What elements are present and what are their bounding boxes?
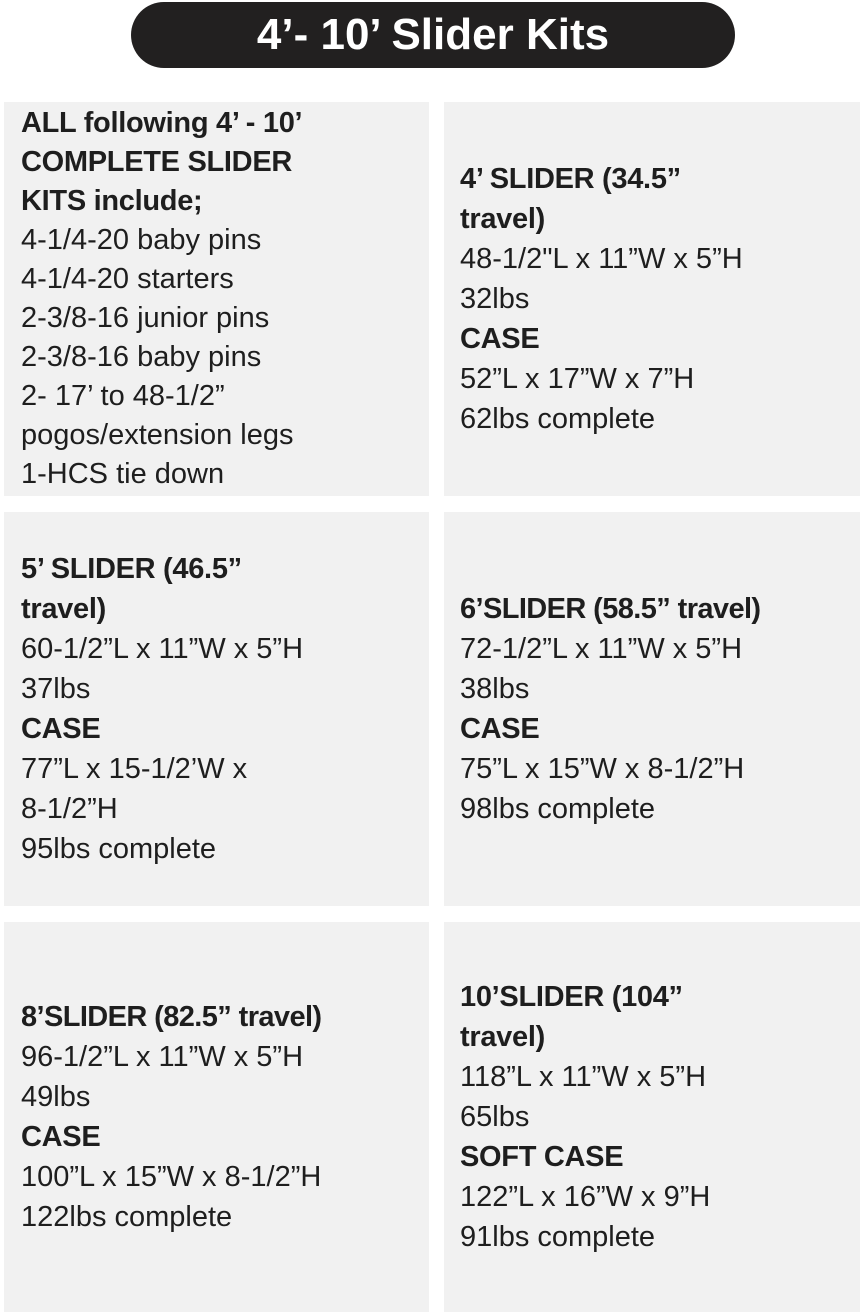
complete-weight: 62lbs complete	[460, 403, 656, 435]
slider-5ft-card	[4, 512, 429, 906]
kit-heading-line: KITS include;	[21, 185, 203, 217]
slider-heading: 6’SLIDER (58.5” travel)	[460, 593, 761, 625]
slider-heading: travel)	[460, 203, 545, 235]
kit-item: 1-HCS tie down	[21, 458, 225, 490]
case-label: CASE	[460, 713, 540, 745]
slider-dimensions: 118”L x 11”W x 5”H	[460, 1061, 707, 1093]
slider-heading: travel)	[21, 593, 106, 625]
case-dimensions: 52”L x 17”W x 7”H	[460, 363, 695, 395]
slider-weight: 65lbs	[460, 1101, 530, 1133]
slider-heading: 4’ SLIDER (34.5”	[460, 163, 681, 195]
slider-dimensions: 72-1/2”L x 11”W x 5”H	[460, 633, 743, 665]
slider-weight: 37lbs	[21, 673, 91, 705]
slider-6ft-card	[444, 512, 860, 906]
complete-weight: 122lbs complete	[21, 1201, 233, 1233]
slider-dimensions: 48-1/2"L x 11”W x 5”H	[460, 243, 743, 275]
complete-weight: 91lbs complete	[460, 1221, 656, 1253]
slider-dimensions: 60-1/2”L x 11”W x 5”H	[21, 633, 304, 665]
slider-8ft-card	[4, 922, 429, 1312]
case-label: SOFT CASE	[460, 1141, 624, 1173]
kit-heading-line: ALL following 4’ - 10’	[21, 107, 303, 139]
kit-item: 2- 17’ to 48-1/2”	[21, 380, 225, 412]
slider-weight: 32lbs	[460, 283, 530, 315]
complete-weight: 98lbs complete	[460, 793, 656, 825]
kit-item: 2-3/8-16 baby pins	[21, 341, 262, 373]
kit-heading-line: COMPLETE SLIDER	[21, 146, 293, 178]
kit-item: 4-1/4-20 baby pins	[21, 224, 262, 256]
slider-10ft-card	[444, 922, 860, 1312]
case-dimensions: 100”L x 15”W x 8-1/2”H	[21, 1161, 322, 1193]
slider-weight: 38lbs	[460, 673, 530, 705]
slider-dimensions: 96-1/2”L x 11”W x 5”H	[21, 1041, 304, 1073]
page-title: 4’- 10’ Slider Kits	[256, 10, 610, 59]
slider-heading: 5’ SLIDER (46.5”	[21, 553, 242, 585]
case-label: CASE	[460, 323, 540, 355]
slider-weight: 49lbs	[21, 1081, 91, 1113]
title-banner	[131, 2, 735, 68]
kit-item: 2-3/8-16 junior pins	[21, 302, 270, 334]
case-label: CASE	[21, 713, 101, 745]
slider-heading: travel)	[460, 1021, 545, 1053]
case-dimensions: 8-1/2”H	[21, 793, 118, 825]
slider-heading: 10’SLIDER (104”	[460, 981, 683, 1013]
case-dimensions: 77”L x 15-1/2’W x	[21, 753, 248, 785]
kit-contents-card	[4, 102, 429, 496]
slider-heading: 8’SLIDER (82.5” travel)	[21, 1001, 322, 1033]
case-dimensions: 122”L x 16”W x 9”H	[460, 1181, 711, 1213]
kit-item: pogos/extension legs	[21, 419, 294, 451]
case-label: CASE	[21, 1121, 101, 1153]
slider-4ft-card	[444, 102, 860, 496]
kit-item: 4-1/4-20 starters	[21, 263, 234, 295]
case-dimensions: 75”L x 15”W x 8-1/2”H	[460, 753, 745, 785]
complete-weight: 95lbs complete	[21, 833, 217, 865]
